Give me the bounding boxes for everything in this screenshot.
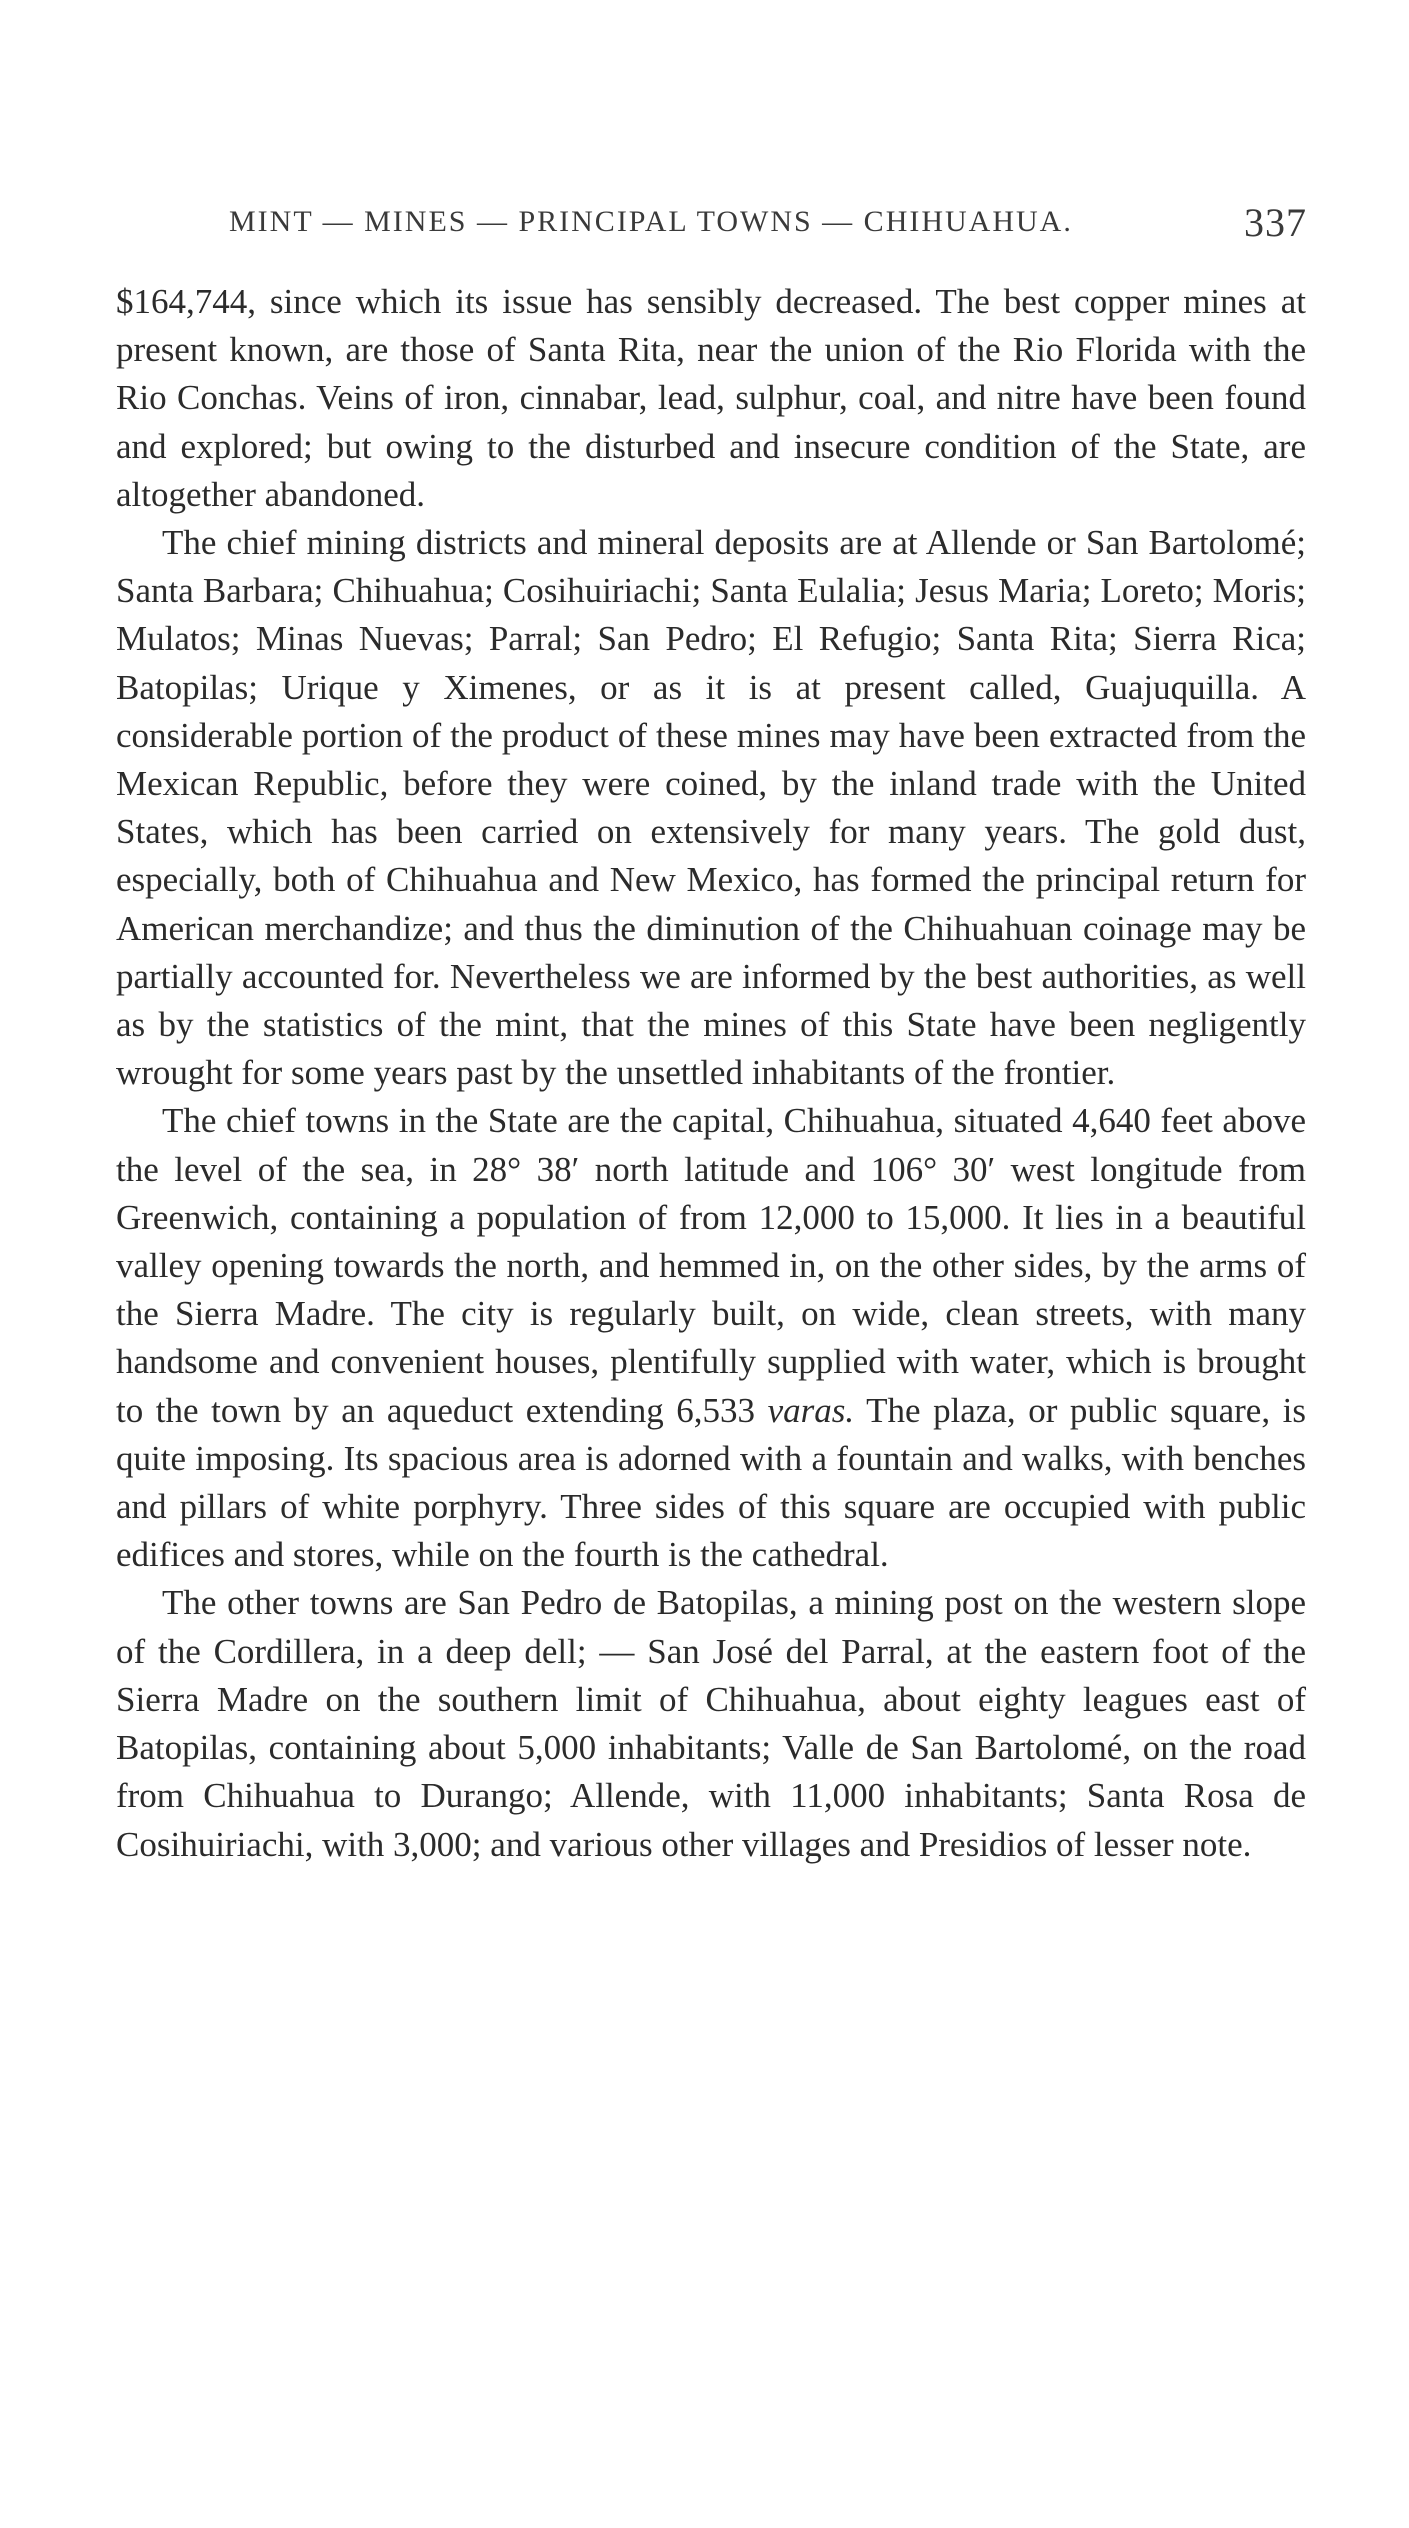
- body-text: [116, 278, 1306, 1869]
- paragraph-other-towns: The other towns are San Pedro de Batopilas, a mining post on the western slope of the Cordillera, in a deep dell; — San José del Parral, at the eastern foot of the Sierra Madre on the southern limit of Chihuahua, about eighty leagues east of Batopilas, containing about 5,000 inhabitants; Valle de San Bartolomé, on the road from Chihuahua to Durango; Allende, with 11,000 inhabitants; Santa Rosa de Cosihuiriachi, with 3,000; and various other villages and Presidios of lesser note.: [116, 1583, 1306, 1864]
- paragraph-mining-districts: The chief mining districts and mineral deposits are at Allende or San Bartolomé; Santa Barbara; Chihuahua; Cosihuiriachi; Santa Eulalia; Jesus Maria; Loreto; Moris; Mulatos; Minas Nuevas; Parral; San Pedro; El Refugio; Santa Rita; Sierra Rica; Batopilas; Urique y Ximenes, or as it is at present called, Guajuquilla. A considerable portion of the product of these mines may have been extracted from the Mexican Republic, before they were coined, by the inland trade with the United States, which has been carried on extensively for many years. The gold dust, especially, both of Chihuahua and New Mexico, has formed the principal return for American merchandize; and thus the diminution of the Chihuahuan coinage may be partially accounted for. Nevertheless we are informed by the best authorities, as well as by the statistics of the mint, that the mines of this State have been negligently wrought for some years past by the unsettled inhabitants of the frontier.: [116, 523, 1306, 1093]
- paragraph-copper-mines: $164,744, since which its issue has sensibly decreased. The best copper mines at present known, are those of Santa Rita, near the union of the Rio Florida with the Rio Conchas. Veins of iron, cinnabar, lead, sulphur, coal, and nitre have been found and explored; but owing to the disturbed and insecure condition of the State, are altogether abandoned.: [116, 282, 1306, 514]
- italic-term-varas: varas.: [767, 1390, 855, 1430]
- running-head: [229, 200, 1307, 255]
- paragraph-capital-chihuahua: [116, 1097, 1306, 1579]
- capital-text-part2: The plaza, or public square, is quite imposing. Its spacious area is adorned with a fountain and walks, with benches and pillars of white porphyry. Three sides of this square are occupied with public edifices and stores, while on the fourth is the cathedral.: [116, 1390, 1306, 1575]
- running-title: MINT — MINES — PRINCIPAL TOWNS — CHIHUAHUA.: [229, 205, 1073, 238]
- capital-text-part1: The chief towns in the State are the capital, Chihuahua, situated 4,640 feet above the level of the sea, in 28° 38′ north latitude and 106° 30′ west longitude from Greenwich, containing a population of from 12,000 to 15,000. It lies in a beautiful valley opening towards the north, and hemmed in, on the other sides, by the arms of the Sierra Madre. The city is regularly built, on wide, clean streets, with many handsome and convenient houses, plentifully supplied with water, which is brought to the town by an aqueduct extending 6,533: [116, 1101, 1306, 1430]
- page-number: 337: [1244, 200, 1307, 245]
